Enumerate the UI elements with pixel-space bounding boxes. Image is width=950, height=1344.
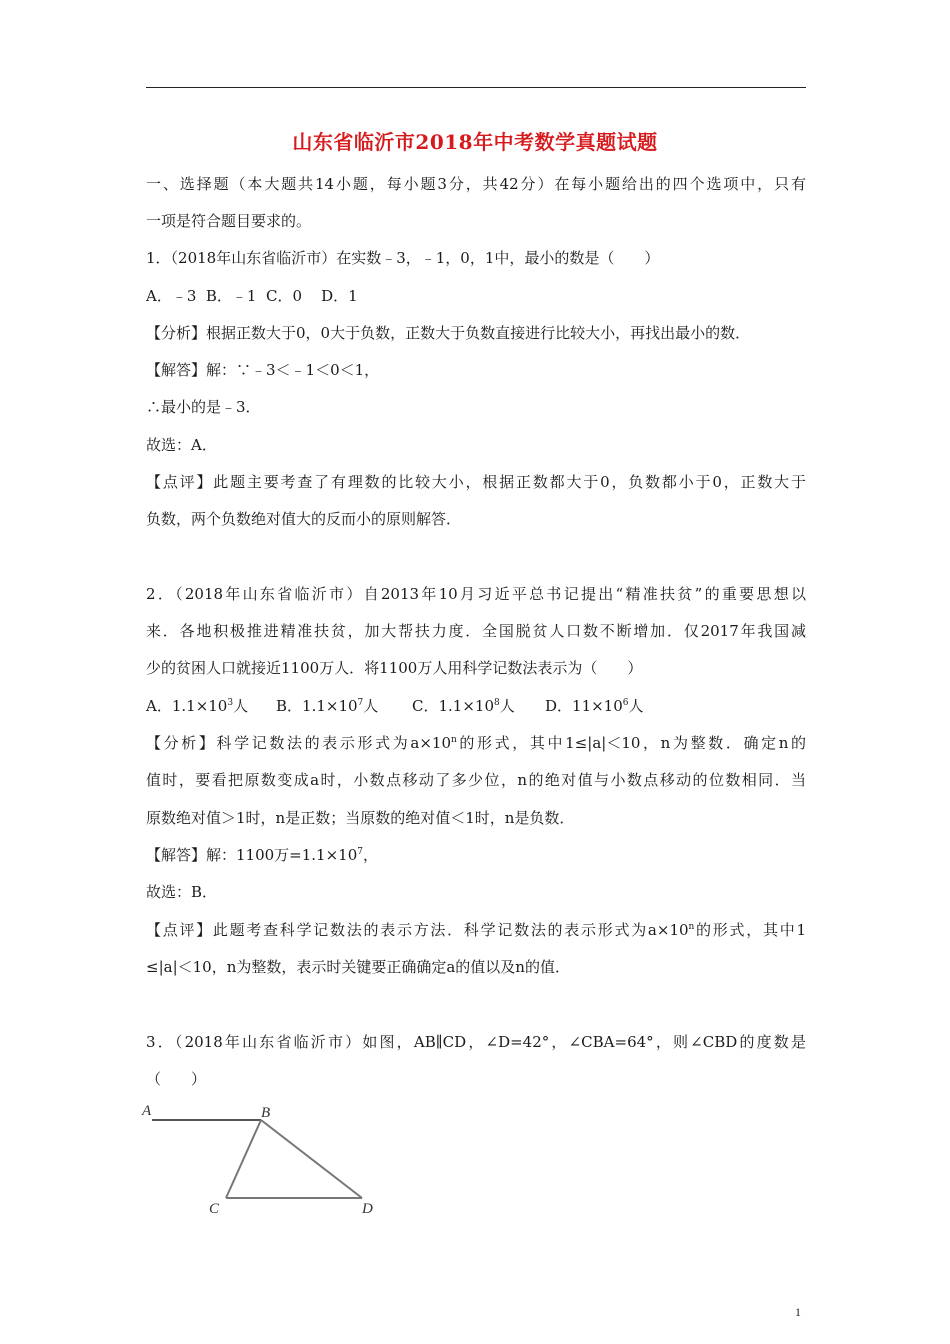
q2-comment-line-1: 【点评】此题考查科学记数法的表示方法．科学记数法的表示形式为$a\times 10^n$的形式，其中1 — [146, 921, 806, 939]
q2-option-b: B．$1.1\times 10^7$人 — [276, 697, 379, 715]
q2-analysis-line-3: 原数绝对值＞1时，n是正数；当原数的绝对值＜1时，n是负数． — [146, 809, 575, 827]
q2-analysis-line-1: 【分析】科学记数法的表示形式为$a\times 10^n$的形式，其中1≤|a|＜10，n为整数．确定n的 — [146, 734, 806, 752]
q2-option-d: D．$11\times 10^6$人 — [545, 697, 644, 715]
label-d: D — [362, 1201, 373, 1217]
section-heading-line-2: 一项是符合题目要求的。 — [146, 212, 312, 230]
q1-answer-line-1: 【解答】解：∵﹣3＜﹣1＜0＜1， — [146, 361, 380, 379]
q1-options: A．﹣3 B．﹣1 C．0 D．1 — [146, 287, 358, 305]
q2-stem-line-2: 来．各地积极推进精准扶贫，加大帮扶力度．全国脱贫人口数不断增加．仅2017年我国减 — [146, 622, 806, 640]
q1-stem: 1．（2018年山东省临沂市）在实数﹣3，﹣1，0，1中，最小的数是（ ） — [146, 249, 660, 267]
q2-choice: 故选：B． — [146, 883, 218, 901]
q2-option-c: C．$1.1\times 10^8$人 — [412, 697, 515, 715]
q1-choice: 故选：A． — [146, 436, 217, 454]
q1-comment-line-2: 负数，两个负数绝对值大的反而小的原则解答． — [146, 510, 462, 528]
q2-stem-line-3: 少的贫困人口就接近1100万人．将1100万人用科学记数法表示为（ ） — [146, 659, 643, 677]
q2-option-a: A．$1.1\times 10^3$人 — [146, 697, 249, 715]
q1-answer-line-2: ∴最小的是﹣3． — [146, 398, 261, 416]
segment-bd — [261, 1120, 362, 1198]
label-c: C — [209, 1201, 220, 1217]
q3-stem-line-1: 3．（2018年山东省临沂市）如图，AB∥CD，∠D=42°，∠CBA=64°，则∠CBD的度数是 — [146, 1033, 806, 1051]
label-b: B — [261, 1105, 271, 1121]
q1-analysis: 【分析】根据正数大于0，0大于负数，正数大于负数直接进行比较大小，再找出最小的数． — [146, 324, 751, 342]
document-title: 山东省临沂市2018年中考数学真题试题 — [292, 130, 658, 154]
header-rule — [146, 87, 806, 88]
q2-stem-line-1: 2．（2018年山东省临沂市）自2013年10月习近平总书记提出“精准扶贫”的重要思想以 — [146, 585, 806, 603]
geometry-figure — [140, 1100, 390, 1225]
q2-comment-line-2: ≤|a|＜10，n为整数，表示时关键要正确确定a的值以及n的值． — [146, 958, 570, 976]
q1-comment-line-1: 【点评】此题主要考查了有理数的比较大小，根据正数都大于0，负数都小于0，正数大于 — [146, 473, 806, 491]
q2-answer: 【解答】解：1100万$=1.1\times 10^7$， — [146, 846, 379, 864]
q2-analysis-line-2: 值时，要看把原数变成a时，小数点移动了多少位，n的绝对值与小数点移动的位数相同．当 — [146, 771, 806, 789]
page-number: 1 — [795, 1305, 801, 1319]
q3-stem-line-2: （ ） — [146, 1070, 207, 1088]
label-a: A — [142, 1103, 152, 1119]
section-heading-line-1: 一、选择题（本大题共14小题，每小题3分，共42分）在每小题给出的四个选项中，只有 — [146, 175, 806, 193]
segment-bc — [226, 1120, 261, 1198]
